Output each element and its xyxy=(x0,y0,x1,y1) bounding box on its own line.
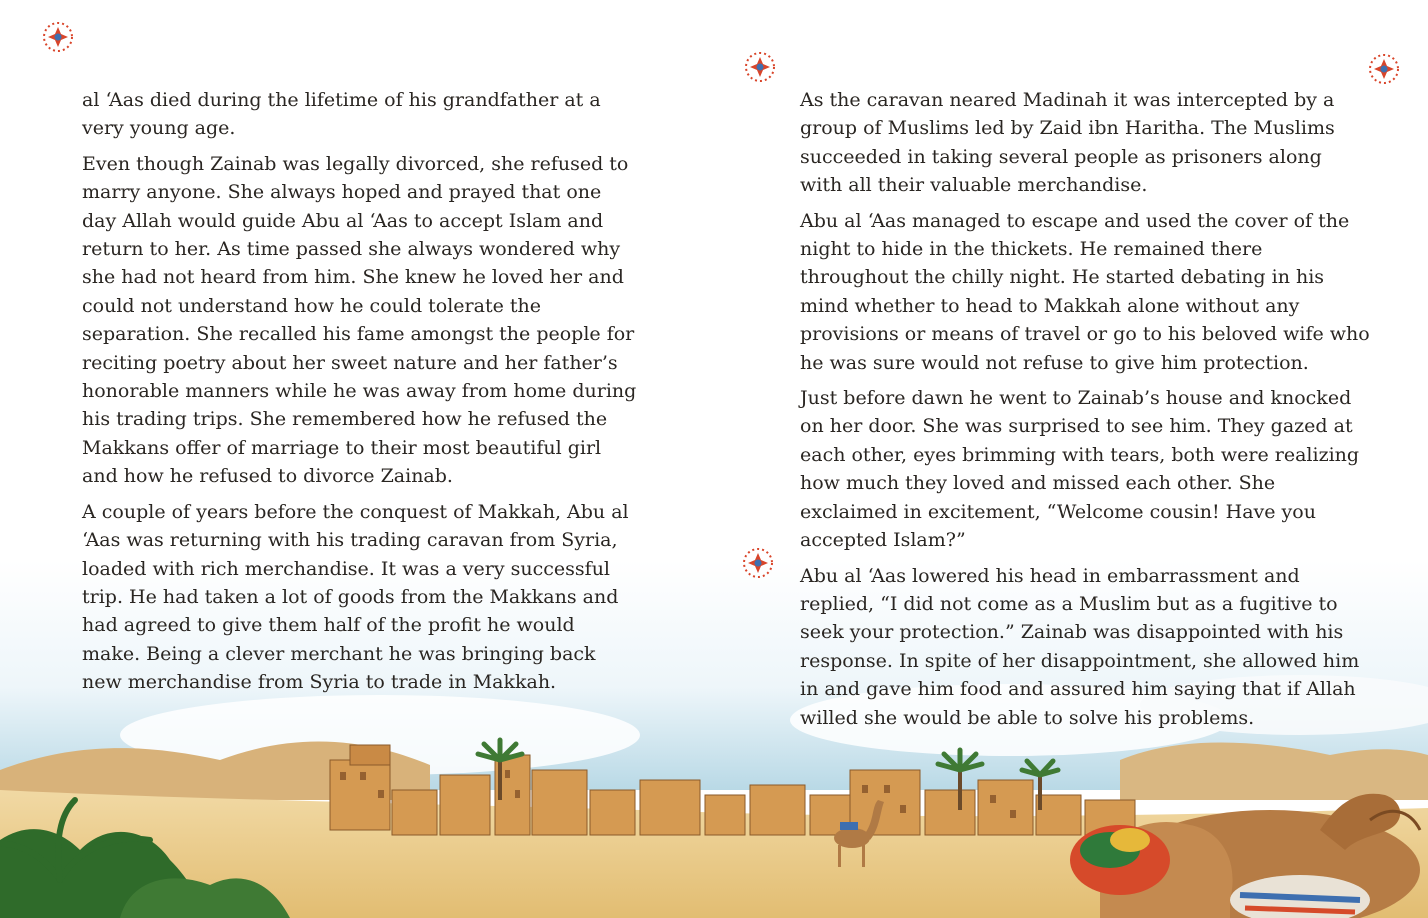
paragraph: Abu al ‘Aas managed to escape and used the cover of the night to hide in the thickets. He remained there throughout the chilly night. He started debating in his mind whether to head to Makkah alone without any provisions or means of travel or go to his beloved wife who he was sure would not refuse to give him protection. xyxy=(800,209,1370,374)
star-burst-ornament-icon xyxy=(40,20,76,54)
paragraph: Even though Zainab was legally divorced, she refused to marry anyone. She always hoped and prayed that one day Allah would guide Abu al ‘Aas to accept Islam and return to her. As time passed she always wondered why she had not heard from him. She knew he loved her and could not understand how he could tolerate the separation. She recalled his fame amongst the people for reciting poetry about her sweet nature and her father’s honorable manners while he was away from home during his trading trips. She remembered how he refused the Makkans offer of marriage to their most beautiful girl and how he refused to divorce Zainab. xyxy=(82,152,637,488)
paragraph: As the caravan neared Madinah it was intercepted by a group of Muslims led by Zaid ibn Haritha. The Muslims succeeded in taking several people as prisoners along with all their valuable merchandise. xyxy=(800,89,1335,197)
paragraph: Abu al ‘Aas lowered his head in embarrassment and replied, “I did not come as a Muslim but as a fugitive to seek your protection.” Zainab was disappointed with his response. In spite of her disappointment, she allowed him in and gave him food and assured him saying that if Allah willed she would be able to solve his problems. xyxy=(800,564,1360,729)
paragraph: Just before dawn he went to Zainab’s house and knocked on her door. She was surprised to see him. They gazed at each other, eyes brimming with tears, both were realizing how much they loved and missed each other. She exclaimed in excitement, “Welcome cousin! Have you accepted Islam?” xyxy=(800,387,1360,552)
star-burst-ornament-icon xyxy=(740,546,776,580)
star-burst-ornament-icon xyxy=(742,50,778,84)
left-page-text xyxy=(82,86,638,704)
right-page-text xyxy=(800,86,1370,739)
paragraph: al ‘Aas died during the lifetime of his grandfather at a very young age. xyxy=(82,89,601,140)
paragraph: A couple of years before the conquest of Makkah, Abu al ‘Aas was returning with his trading caravan from Syria, loaded with rich merchandise. It was a very successful trip. He had taken a lot of goods from the Makkans and had agreed to give them half of the profit he would make. Being a clever merchant he was bringing back new merchandise from Syria to trade in Makkah. xyxy=(82,500,629,694)
star-burst-ornament-icon xyxy=(1366,52,1402,86)
